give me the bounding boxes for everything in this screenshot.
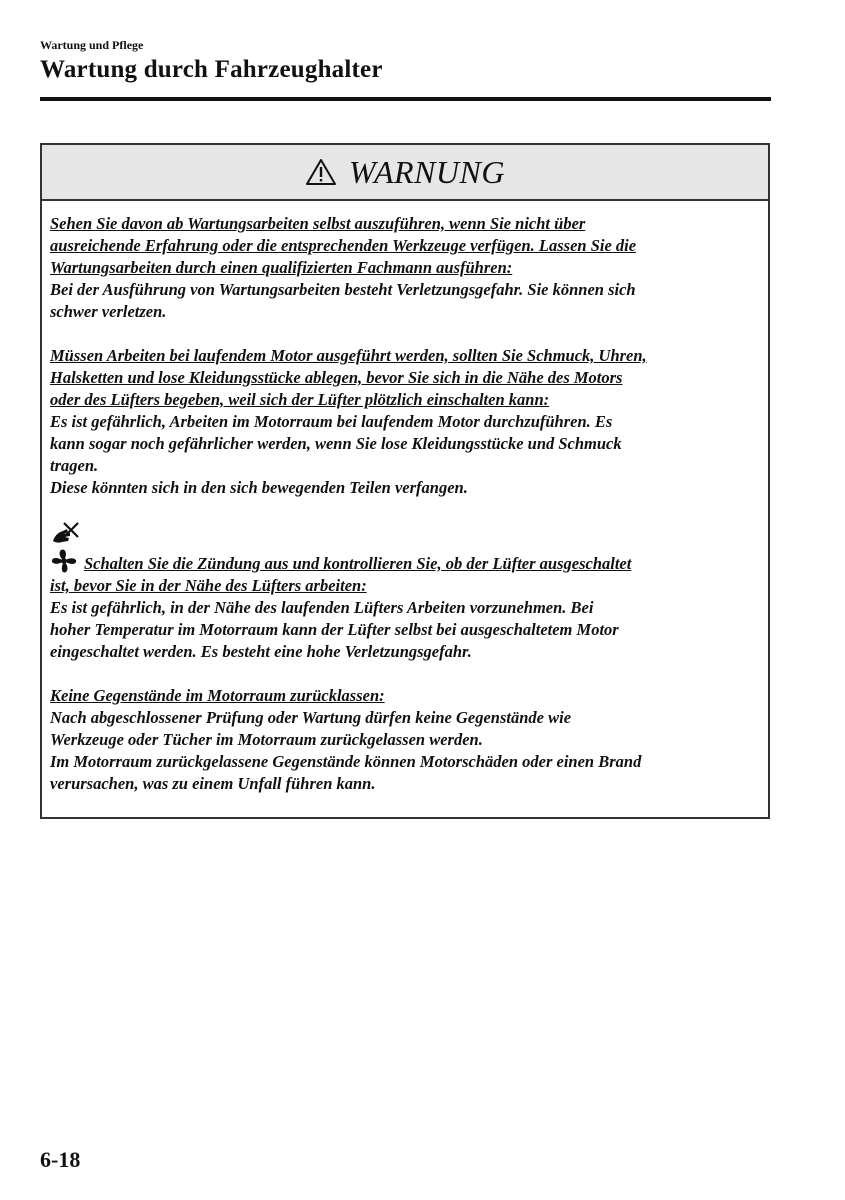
- p2-title-line: Müssen Arbeiten bei laufendem Motor ausgeführt werden, sollten Sie Schmuck, Uhren,: [50, 346, 647, 365]
- warning-paragraph-1: [50, 213, 760, 323]
- page-title: Wartung durch Fahrzeughalter: [40, 56, 383, 83]
- p3-body-line: Es ist gefährlich, in der Nähe des laufenden Lüfters Arbeiten vorzunehmen. Bei: [50, 598, 594, 617]
- page-number: 6-18: [40, 1147, 81, 1172]
- p2-body-line: kann sogar noch gefährlicher werden, wenn Sie lose Kleidungsstücke und Schmuck: [50, 434, 622, 453]
- warning-paragraph-2: [50, 345, 760, 499]
- p2-body-line: Es ist gefährlich, Arbeiten im Motorraum bei laufendem Motor durchzuführen. Es: [50, 412, 613, 431]
- section-label: Wartung und Pflege: [40, 38, 144, 52]
- p1-body-line: schwer verletzen.: [50, 302, 167, 321]
- p1-body-line: Bei der Ausführung von Wartungsarbeiten besteht Verletzungsgefahr. Sie können sich: [50, 280, 636, 299]
- warning-box: [40, 143, 770, 819]
- p1-title-line: ausreichende Erfahrung oder die entsprechenden Werkzeuge verfügen. Lassen Sie die: [50, 236, 637, 255]
- warning-triangle-icon: [305, 158, 337, 186]
- fan-icon: [50, 549, 78, 573]
- p3-body-line: hoher Temperatur im Motorraum kann der Lüfter selbst bei ausgeschaltetem Motor: [50, 620, 619, 639]
- p2-title-line: oder des Lüfters begeben, weil sich der Lüfter plötzlich einschalten kann:: [50, 390, 550, 409]
- p1-title-line: Wartungsarbeiten durch einen qualifizierten Fachmann ausführen:: [50, 258, 513, 277]
- warning-title: WARNUNG: [349, 153, 505, 190]
- warning-paragraph-4: [50, 685, 760, 795]
- p2-body-line: Diese könnten sich in den sich bewegenden Teilen verfangen.: [50, 478, 468, 497]
- p4-body-line: verursachen, was zu einem Unfall führen kann.: [50, 774, 376, 793]
- p3-body-line: eingeschaltet werden. Es besteht eine hohe Verletzungsgefahr.: [50, 642, 472, 661]
- p4-body-line: Werkzeuge oder Tücher im Motorraum zurückgelassen werden.: [50, 730, 483, 749]
- p4-body-line: Im Motorraum zurückgelassene Gegenstände können Motorschäden oder einen Brand: [50, 752, 642, 771]
- no-hand-icon: [50, 521, 80, 547]
- title-rule: [40, 97, 771, 101]
- p4-title-line: Keine Gegenstände im Motorraum zurücklassen:: [50, 686, 385, 705]
- p3-title-text: Schalten Sie die Zündung aus und kontrollieren Sie, ob der Lüfter ausgeschaltet: [84, 554, 632, 573]
- p2-body-line: tragen.: [50, 456, 99, 475]
- p2-title-line: Halsketten und lose Kleidungsstücke ablegen, bevor Sie sich in die Nähe des Motors: [50, 368, 623, 387]
- warning-header: [42, 145, 768, 201]
- no-hand-icon-row: [50, 521, 760, 547]
- warning-paragraph-3: [50, 521, 760, 663]
- warning-body: [42, 201, 768, 795]
- p1-title-line: Sehen Sie davon ab Wartungsarbeiten selbst auszuführen, wenn Sie nicht über: [50, 214, 586, 233]
- p3-title-line: ist, bevor Sie in der Nähe des Lüfters arbeiten:: [50, 576, 367, 595]
- p3-title-line: [50, 549, 760, 575]
- p4-body-line: Nach abgeschlossener Prüfung oder Wartung dürfen keine Gegenstände wie: [50, 708, 572, 727]
